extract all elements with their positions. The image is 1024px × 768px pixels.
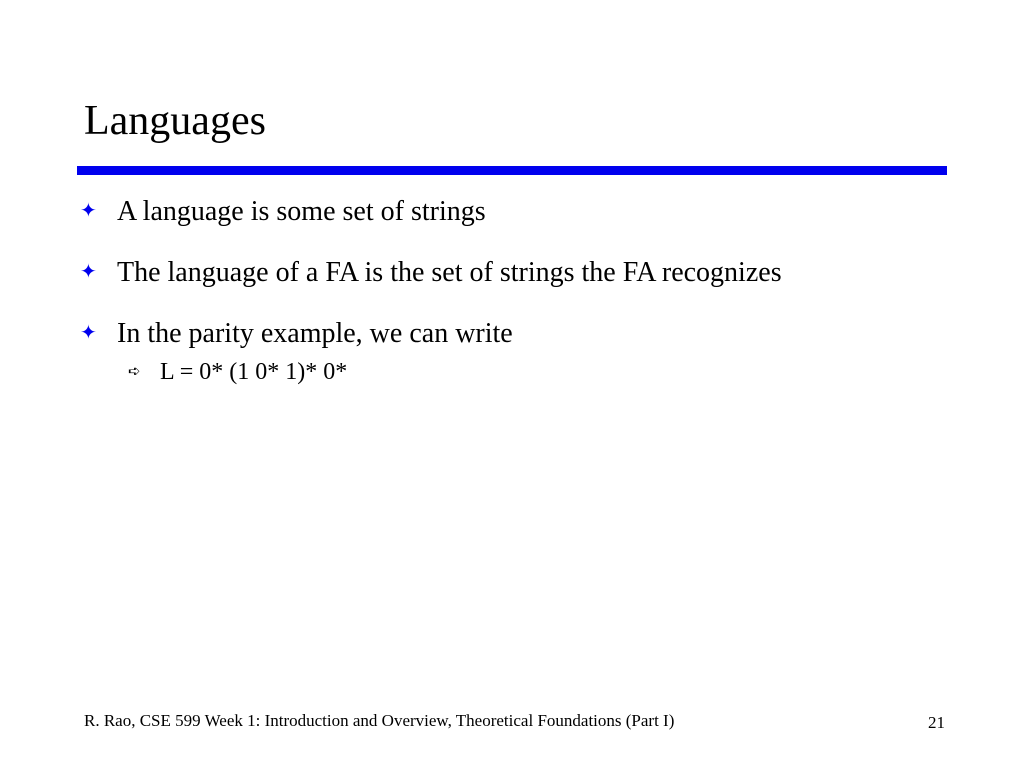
bullet-text: In the parity example, we can write: [117, 318, 513, 349]
sub-bullet-item: [128, 357, 347, 386]
four-pointed-star-icon: ✦: [80, 320, 97, 344]
hollow-arrow-right-icon: ➪: [128, 362, 141, 380]
bullet-text: A language is some set of strings: [117, 196, 486, 227]
page-number: 21: [928, 713, 945, 732]
bullet-text: The language of a FA is the set of strings the FA recognizes: [117, 257, 782, 288]
footer-text: R. Rao, CSE 599 Week 1: Introduction and Overview, Theoretical Foundations (Part I): [84, 711, 675, 730]
bullet-item: [80, 254, 782, 290]
four-pointed-star-icon: ✦: [80, 259, 97, 283]
sub-bullet-text: L = 0* (1 0* 1)* 0*: [160, 359, 348, 385]
slide-title: Languages: [84, 98, 266, 144]
four-pointed-star-icon: ✦: [80, 198, 97, 222]
bullet-item: [80, 315, 513, 351]
bullet-item: [80, 193, 486, 229]
